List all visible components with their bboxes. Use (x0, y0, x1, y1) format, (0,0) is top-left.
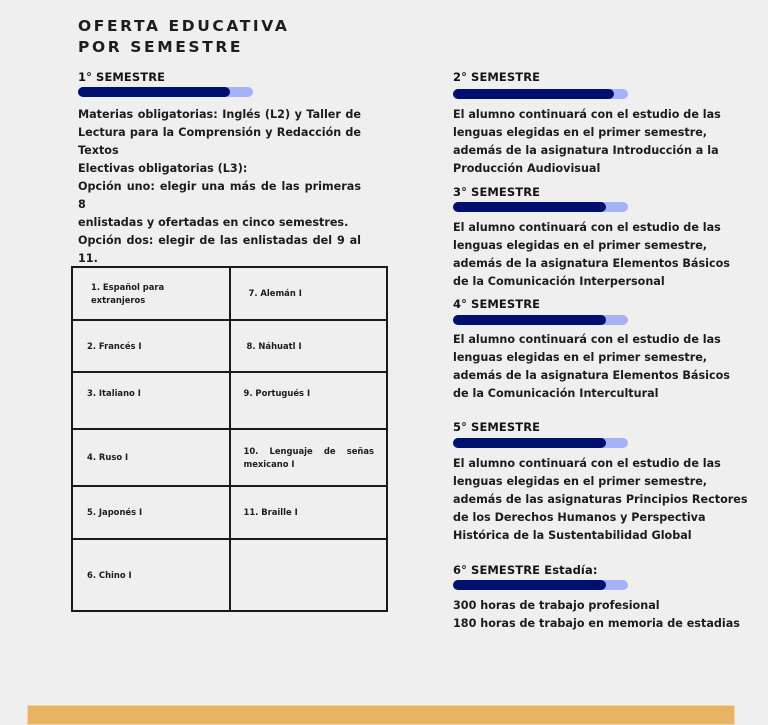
table-row (72, 429, 387, 486)
semester-6-label: 6° SEMESTRE Estadía: (453, 563, 598, 577)
semester-1-line: Textos (78, 144, 119, 157)
page-title-line-2: POR SEMESTRE (78, 38, 244, 56)
semester-5-label: 5° SEMESTRE (453, 420, 541, 434)
semester-1-progress-bar (78, 87, 253, 97)
semester-3-line: además de la asignatura Elementos Básicos (453, 257, 730, 270)
semester-4-line: lenguas elegidas en el primer semestre, (453, 351, 708, 364)
semester-6-description (453, 597, 748, 633)
semester-1-line: Materias obligatorias: Inglés (L2) y Taller de (78, 108, 361, 121)
semester-2-line: lenguas elegidas en el primer semestre, (453, 126, 708, 139)
semester-2-line: El alumno continuará con el estudio de las (453, 108, 721, 121)
table-row (72, 372, 387, 429)
semester-3-label: 3° SEMESTRE (453, 185, 541, 199)
semester-5-progress-fill (453, 438, 606, 448)
semester-2-description (453, 106, 743, 178)
table-cell (230, 539, 388, 611)
semester-5-line: El alumno continuará con el estudio de las (453, 457, 721, 470)
table-cell: 7. Alemán I (230, 267, 388, 320)
table-cell: 4. Ruso I (72, 429, 230, 486)
semester-4-description (453, 331, 743, 403)
page-title (78, 16, 289, 58)
semester-1-line: Opción uno: elegir una más de las primeras 8 (78, 180, 361, 211)
semester-3-progress-fill (453, 202, 606, 212)
semester-3-progress-bar (453, 202, 628, 212)
semester-1-label: 1° SEMESTRE (78, 70, 166, 84)
semester-6-progress-bar (453, 580, 628, 590)
semester-2-label: 2° SEMESTRE (453, 70, 541, 84)
semester-3-line: El alumno continuará con el estudio de las (453, 221, 721, 234)
semester-2-line: Producción Audiovisual (453, 162, 601, 175)
semester-6-progress-fill (453, 580, 606, 590)
semester-2-progress-fill (453, 89, 614, 99)
semester-6-line: 300 horas de trabajo profesional (453, 599, 660, 612)
semester-4-line: además de la asignatura Elementos Básicos (453, 369, 730, 382)
footer-accent-bar (27, 705, 735, 725)
table-row (72, 539, 387, 611)
semester-6-line: 180 horas de trabajo en memoria de estadias (453, 617, 740, 630)
table-cell: 6. Chino I (72, 539, 230, 611)
semester-5-line: Histórica de la Sustentabilidad Global (453, 529, 692, 542)
table-row (72, 320, 387, 372)
semester-1-line: Lectura para la Comprensión y Redacción de (78, 126, 361, 139)
semester-4-line: de la Comunicación Intercultural (453, 387, 659, 400)
table-cell: 9. Portugués I (230, 372, 388, 429)
semester-5-line: además de las asignaturas Principios Rectores (453, 493, 748, 506)
semester-4-progress-bar (453, 315, 628, 325)
semester-5-progress-bar (453, 438, 628, 448)
semester-3-description (453, 219, 743, 291)
semester-4-progress-fill (453, 315, 606, 325)
semester-3-line: lenguas elegidas en el primer semestre, (453, 239, 708, 252)
table-cell: 10. Lenguaje de señas mexicano I (230, 429, 388, 486)
table-cell: 3. Italiano I (72, 372, 230, 429)
table-cell: 8. Náhuatl I (230, 320, 388, 372)
table-cell: 11. Braille I (230, 486, 388, 539)
semester-2-line: además de la asignatura Introducción a la (453, 144, 719, 157)
semester-5-line: de los Derechos Humanos y Perspectiva (453, 511, 706, 524)
table-row (72, 486, 387, 539)
semester-1-line: Electivas obligatorias (L3): (78, 162, 248, 175)
table-cell: 2. Francés I (72, 320, 230, 372)
languages-table (71, 266, 388, 612)
semester-2-progress-bar (453, 89, 628, 99)
table-cell: 5. Japonés I (72, 486, 230, 539)
table-cell: 1. Español para extranjeros (72, 267, 230, 320)
page-title-line-1: OFERTA EDUCATIVA (78, 17, 290, 35)
semester-1-line: enlistadas y ofertadas en cinco semestres. (78, 216, 349, 229)
semester-5-description (453, 455, 748, 545)
table-row (72, 267, 387, 320)
semester-4-label: 4° SEMESTRE (453, 297, 541, 311)
semester-3-line: de la Comunicación Interpersonal (453, 275, 665, 288)
semester-5-line: lenguas elegidas en el primer semestre, (453, 475, 708, 488)
semester-1-description (78, 106, 361, 268)
semester-4-line: El alumno continuará con el estudio de las (453, 333, 721, 346)
semester-1-line: Opción dos: elegir de las enlistadas del 9 al 11. (78, 234, 361, 265)
semester-1-progress-fill (78, 87, 230, 97)
